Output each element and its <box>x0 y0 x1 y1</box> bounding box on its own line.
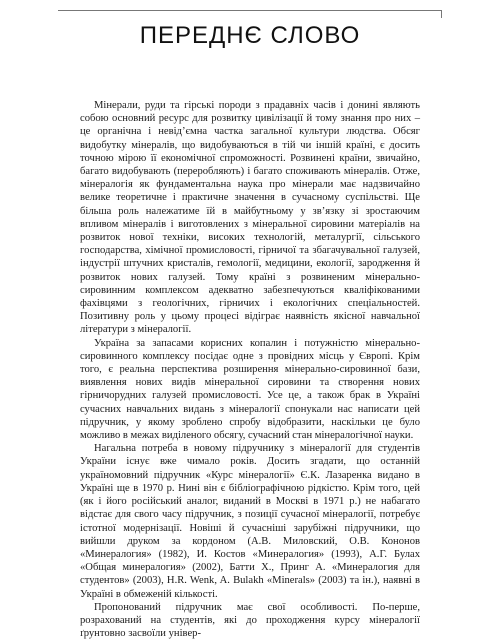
body-text <box>80 99 420 640</box>
paragraph: Україна за запасами корисних копалин і потужністю мінерально-сировинного комплексу посідає одне з провідних місць у Європі. Крім того, є реальна перспектива розширення мінерально-сировинної бази, виявлення нових видів мінеральної сировини та створення нових гірничорудних галузей промисловості. Усе це, а також брак в Україні сучасних навчальних видань з мінералогії спонукали нас написати цей підручник, у якому зроблено спробу відобразити, наскільки це було можливо в межах виділеного обсягу, сучасний стан мінералогічної науки. <box>80 337 420 442</box>
paragraph: Пропонований підручник має свої особливості. По-перше, розрахований на студентів, які до проходження курсу мінералогії ґрунтовно засвоїли універ- <box>80 601 420 640</box>
top-rule <box>58 10 442 11</box>
paragraph: Мінерали, руди та гірські породи з прадавніх часів і донині являють собою основний ресурс для розвитку цивілізації й тому знання про них – це органічна і невід’ємна частка загальної культури людства. Обсяг видобутку мінералів, що видобуваються в тій чи іншій країні, є досить точною мірою її економічної спроможності. Розвинені країни, звичайно, багато видобувають (переробляють) і багато споживають мінералів. Отже, мінералогія як фундаментальна наука про мінерали має надзвичайно велике теоретичне і практичне значення в сучасному суспільстві. Ще більша роль належатиме їй в майбутньому у зв’язку зі зростаючим впливом мінералів і виготовлених з мінеральної сировини матеріалів на розвиток нової техніки, високих технологій, металургії, сільського господарства, хімічної промисловості, гірничої та збагачувальної галузей, індустрії штучних кристалів, гемології, медицини, екології, зародження й розвиток нових галузей. Тому країні з розвиненим мінерально-сировинним комплексом адекватно забезпечуються кваліфікованими фахівцями з геологічних, гірничих і екологічних спеціальностей. Позитивну роль у цьому процесі відіграє наявність якісної навчальної літератури з мінералогії. <box>80 100 420 336</box>
paragraph: Нагальна потреба в новому підручнику з мінералогії для студентів України існує вже чимало років. Досить згадати, що останній україномовний підручник «Курс мінералогії» Є.К. Лазаренка видано в Україні ще в 1970 р. Нині він є бібліографічною рідкістю. Крім того, цей (як і його російський аналог, виданий в Москві в 1971 р.) не набагато відстає для свого часу підручник, з позиції сучасної мінералогії, потребує істотної модернізації. Новіші й сучасніші зарубіжні підручники, що вийшли друком за кордоном (А.В. Миловский, О.В. Кононов «Минералогия» (1982), И. Костов «Минералогия» (1993), А.Г. Булах «Общая минералогия» (2002), Батти Х., Принг А. «Минералогия для студентов» (2003), H.R. Wenk, A. Bulakh «Minerals» (2003) та ін.), наявні в Україні в обмеженій кількості. <box>80 443 420 600</box>
page-title: ПЕРЕДНЄ СЛОВО <box>139 22 361 49</box>
corner-rule <box>441 10 442 18</box>
